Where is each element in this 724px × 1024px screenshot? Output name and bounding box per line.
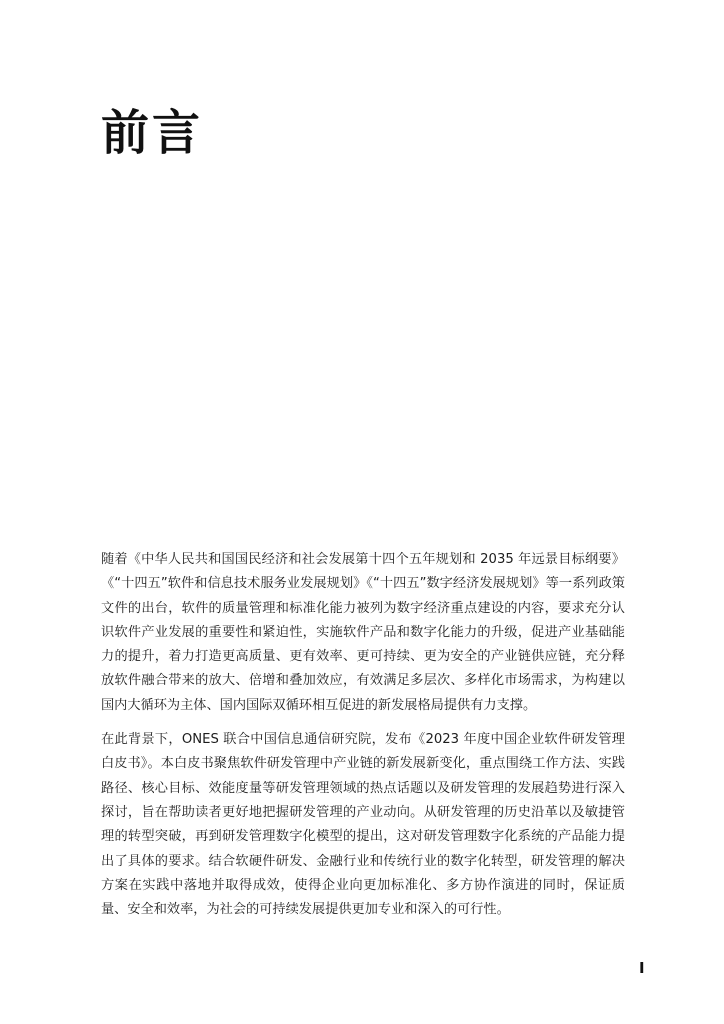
page-number: I [639,959,645,977]
paragraph-2: 在此背景下，ONES 联合中国信息通信研究院，发布《2023 年度中国企业软件研发管理白皮书》。本白皮书聚焦软件研发管理中产业链的新发展新变化，重点围绕工作方法、实践路径、核心目标、效能度量等研发管理领域的热点话题以及研发管理的发展趋势进行深入探讨，旨在帮助读者更好地把握研发管理的产业动向。从研发管理的历史沿革以及敏捷管理的转型突破，再到研发管理数字化模型的提出，这对研发管理数字化系统的产品能力提出了具体的要求。结合软硬件研发、金融行业和传统行业的数字化转型，研发管理的解决方案在实践中落地并取得成效，使得企业向更加标准化、多方协作演进的同时，保证质量、安全和效率，为社会的可持续发展提供更加专业和深入的可行性。 [101,732,625,918]
page-title: 前言 [101,105,204,161]
body-text [101,548,625,932]
paragraph-1: 随着《中华人民共和国国民经济和社会发展第十四个五年规划和 2035 年远景目标纲要》《“十四五”软件和信息技术服务业发展规划》《“十四五”数字经济发展规划》等一系列政策文件的出台，软件的质量管理和标准化能力被列为数字经济重点建设的内容，要求充分认识软件产业发展的重要性和紧迫性，实施软件产品和数字化能力的升级，促进产业基础能力的提升，着力打造更高质量、更有效率、更可持续、更为安全的产业链供应链，充分释放软件融合带来的放大、倍增和叠加效应，有效满足多层次、多样化市场需求，为构建以国内大循环为主体、国内国际双循环相互促进的新发展格局提供有力支撑。 [101,552,625,713]
